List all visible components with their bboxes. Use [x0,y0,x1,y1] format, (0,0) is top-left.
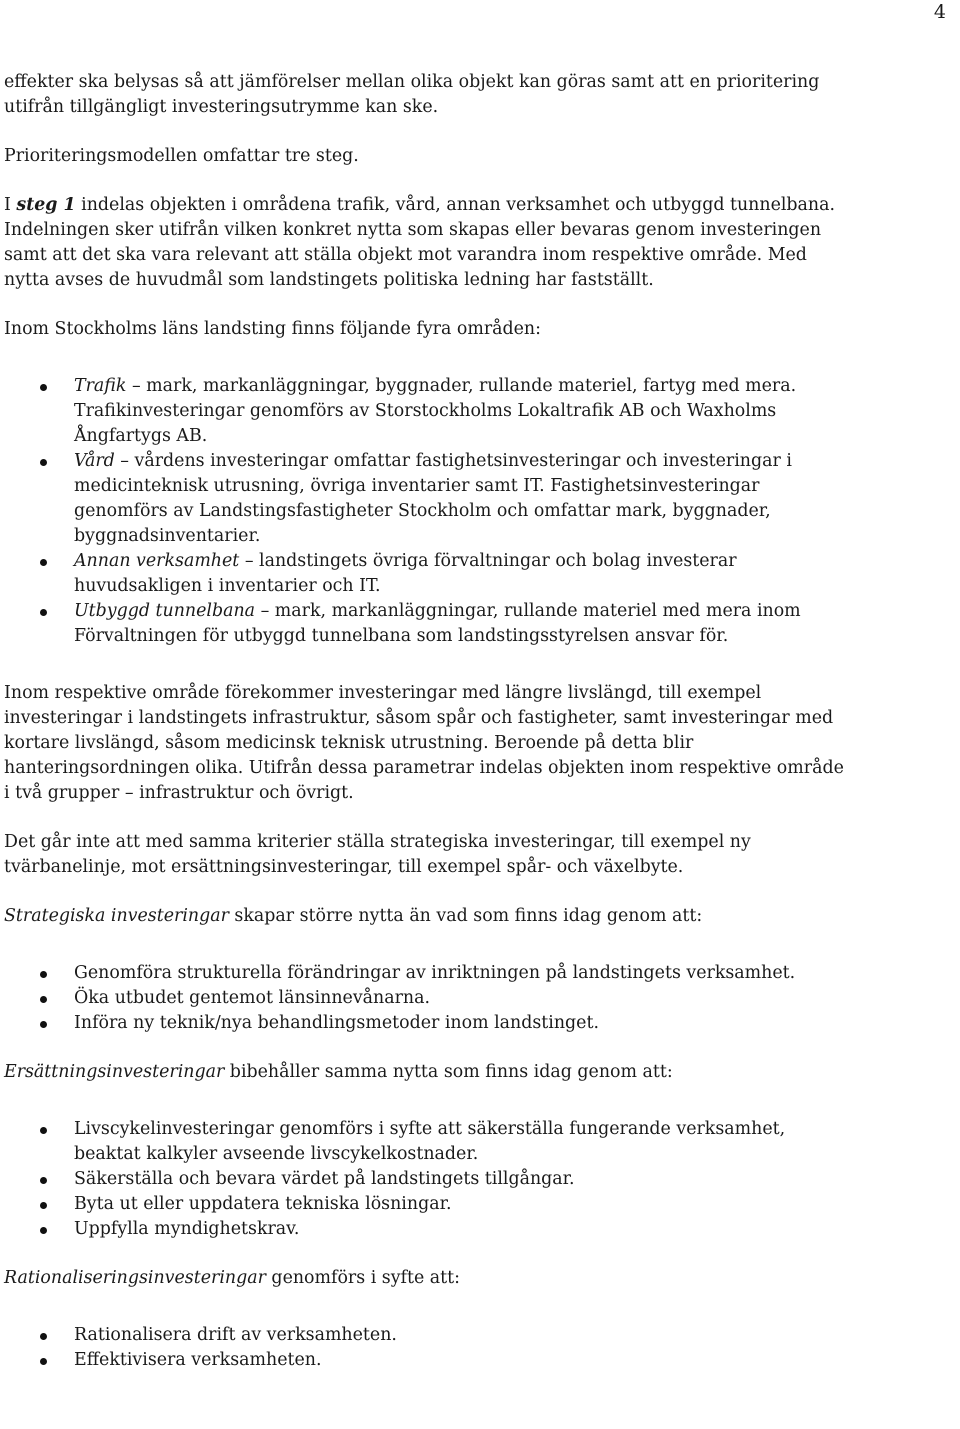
strategic-term: Strategiska investeringar [4,906,229,926]
area-text: – landstingets övriga förvaltningar och bolag investerar huvudsakligen i inventarier och IT. [74,551,737,596]
paragraph-areas-intro: Inom Stockholms läns landsting finns följande fyra områden: [4,319,541,339]
strategic-text: skapar större nytta än vad som finns idag genom att: [228,906,703,926]
area-text: – mark, markanläggningar, rullande materiel med mera inom Förvaltningen för utbyggd tunnelbana som landstingsstyrelsen ansvar för. [74,601,801,646]
paragraph-rationalization [4,1266,844,1291]
replacement-list [4,1117,844,1242]
list-item: Uppfylla myndighetskrav. [4,1217,844,1242]
rationalization-list [4,1323,844,1373]
paragraph-replacement [4,1060,844,1085]
strategic-list [4,961,844,1036]
document-body [4,70,844,1373]
list-item: Säkerställa och bevara värdet på landstingets tillgångar. [4,1167,844,1192]
area-term: Trafik [74,376,127,396]
paragraph-criteria: Det går inte att med samma kriterier ställa strategiska investeringar, till exempel ny tvärbanelinje, mot ersättningsinvesteringar, till exempel spår- och växelbyte. [4,832,751,877]
step-1-prefix: I [4,195,17,215]
paragraph-lifespan: Inom respektive område förekommer investeringar med längre livslängd, till exempel investeringar i landstingets infrastruktur, såsom spår och fastigheter, samt investeringar med kortare livslängd, såsom medicinsk teknisk utrustning. Beroende på detta blir hanteringsordningen olika. Utifrån dessa parametrar indelas objekten inom respektive område i två grupper – infrastruktur och övrigt. [4,683,844,803]
list-item: Genomföra strukturella förändringar av inriktningen på landstingets verksamhet. [4,961,844,986]
paragraph-intro: effekter ska belysas så att jämförelser mellan olika objekt kan göras samt att en prioritering utifrån tillgängligt investeringsutrymme kan ske. [4,72,820,117]
areas-list [4,374,844,649]
rationalization-text: genomförs i syfte att: [265,1268,460,1288]
replacement-term: Ersättningsinvesteringar [4,1062,225,1082]
list-item: Livscykelinvesteringar genomförs i syfte att säkerställa fungerande verksamhet, beaktat kalkyler avseende livscykelkostnader. [4,1117,844,1167]
step-1-text: indelas objekten i områdena trafik, vård, annan verksamhet och utbyggd tunnelbana. Indelningen sker utifrån vilken konkret nytta som skapas eller bevaras genom investeringen samt att det ska vara relevant att ställa objekt mot varandra inom respektive område. Med nytta avses de huvudmål som landstingets politiska ledning har fastställt. [4,195,836,290]
paragraph-strategic [4,904,844,929]
list-item: Öka utbudet gentemot länsinnevånarna. [4,986,844,1011]
replacement-text: bibehåller samma nytta som finns idag genom att: [224,1062,673,1082]
list-item [4,449,844,549]
paragraph-step-1 [4,193,844,293]
area-term: Utbyggd tunnelbana [74,601,256,621]
list-item [4,599,844,649]
list-item [4,374,844,449]
list-item: Rationalisera drift av verksamheten. [4,1323,844,1348]
list-item [4,549,844,599]
list-item: Byta ut eller uppdatera tekniska lösningar. [4,1192,844,1217]
list-item: Införa ny teknik/nya behandlingsmetoder inom landstinget. [4,1011,844,1036]
page-number: 4 [933,1,946,23]
area-term: Annan verksamhet [74,551,240,571]
paragraph-model-steps: Prioriteringsmodellen omfattar tre steg. [4,146,359,166]
list-item: Effektivisera verksamheten. [4,1348,844,1373]
step-1-term: steg 1 [16,195,76,215]
rationalization-term: Rationaliseringsinvesteringar [4,1268,266,1288]
area-text: – vårdens investeringar omfattar fastighetsinvesteringar och investeringar i medicinteknisk utrusning, övriga inventarier samt IT. Fastighetsinvesteringar genomförs av Landstingsfastigheter Stockholm och omfattar mark, byggnader, byggnadsinventarier. [74,451,792,546]
area-term: Vård [74,451,115,471]
area-text: – mark, markanläggningar, byggnader, rullande materiel, fartyg med mera. Trafikinvesteringar genomförs av Storstockholms Lokaltrafik AB och Waxholms Ångfartygs AB. [74,376,797,446]
